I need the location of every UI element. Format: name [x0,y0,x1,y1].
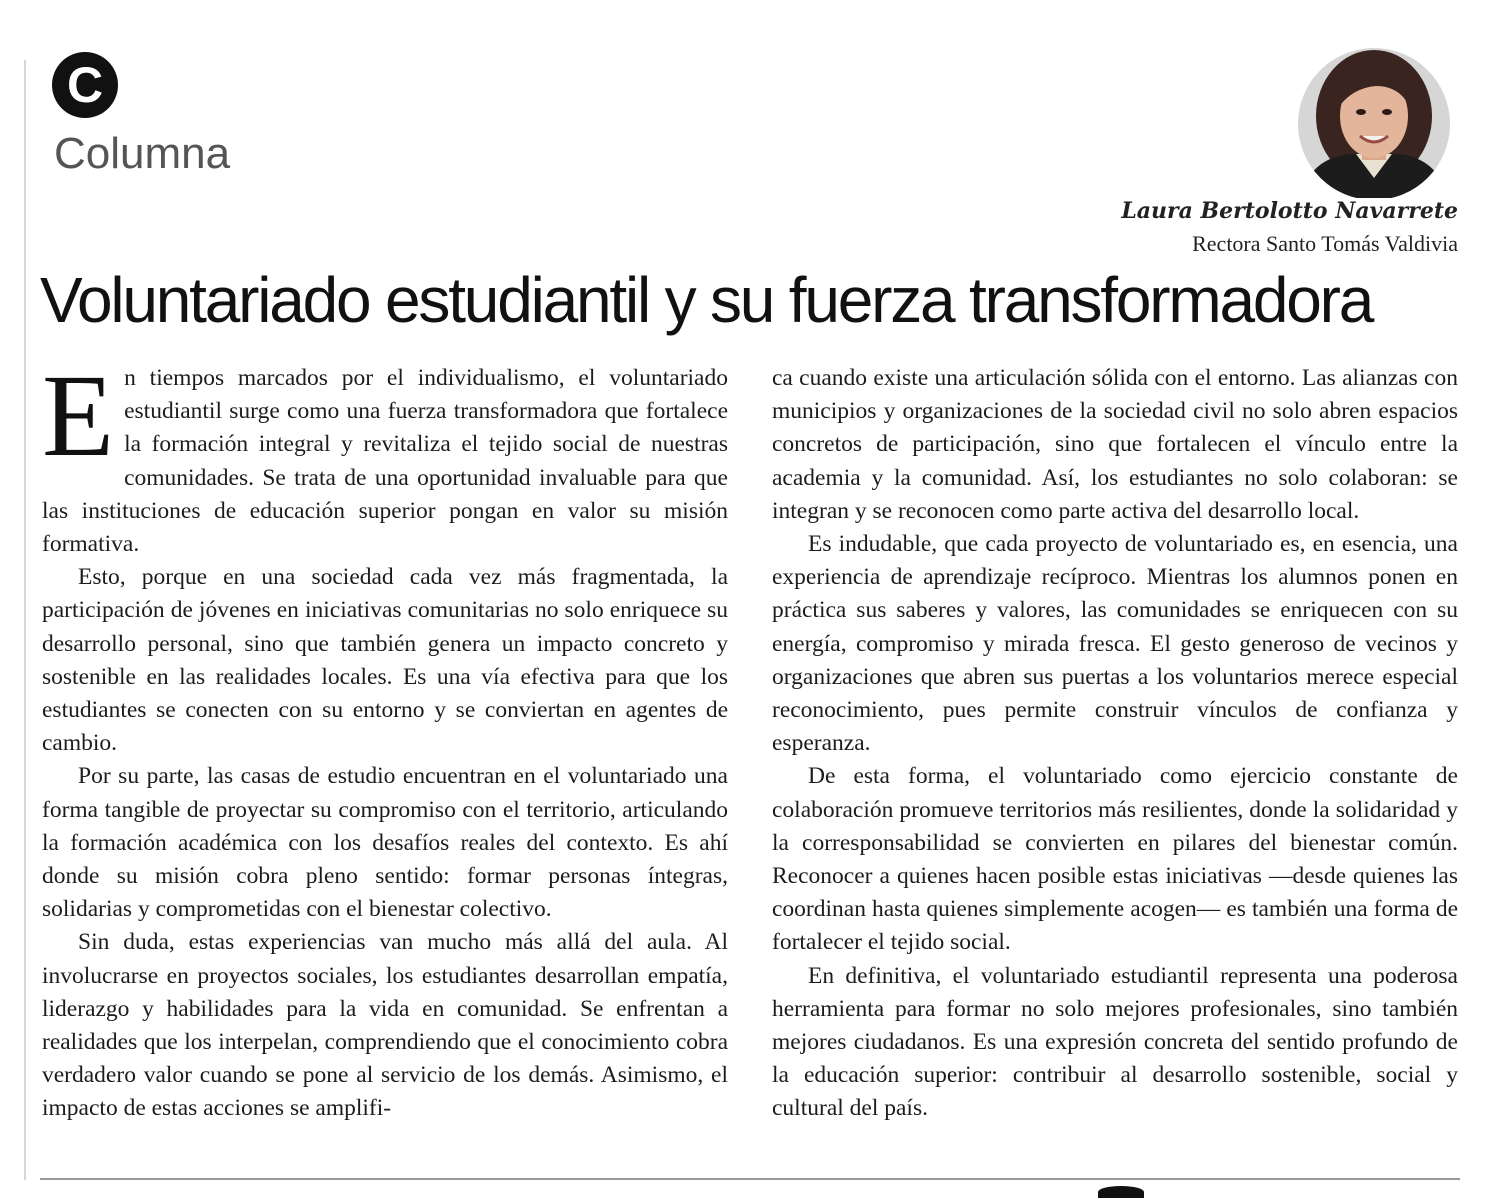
paragraph-text: n tiempos marcados por el individualismo, el voluntariado estudiantil surge como una fuerza transformadora que fortalece la formación integral y revitaliza el tejido social de nuestras comunidades. Se trata de una oportunidad invaluable para que las instituciones de educación superior pongan en valor su misión formativa. [42,365,728,558]
article-column-2 [772,362,1458,1126]
author-role: Rectora Santo Tomás Valdivia [1192,231,1458,256]
article-headline: Voluntariado estudiantil y su fuerza transformadora [40,264,1373,336]
section-badge-letter: C [66,57,104,113]
drop-cap: E [42,350,115,481]
article-paragraph [42,350,728,561]
article-paragraph: Sin duda, estas experiencias van mucho más allá del aula. Al involucrarse en proyectos sociales, los estudiantes desarrollan empatía, liderazgo y habilidades para la vida en comunidad. Se enfrentan a realidades que los interpelan, comprendiendo que el conocimiento cobra verdadero valor cuando se pone al servicio de los demás. Asimismo, el impacto de estas acciones se amplifi- [42,929,728,1122]
author-name: Laura Bertolotto Navarrete [1121,198,1458,224]
section-label: Columna [54,129,231,178]
bottom-divider [40,1178,1460,1180]
cropped-next-badge [1098,1186,1144,1198]
article-paragraph: En definitiva, el voluntariado estudiantil representa una poderosa herramienta para formar no solo mejores profesionales, sino también mejores ciudadanos. Es una expresión concreta del sentido profundo de la educación superior: contribuir al desarrollo sostenible, social y cultural del país. [772,962,1458,1122]
page-margin-rule [24,60,26,1180]
article-paragraph: Es indudable, que cada proyecto de voluntariado es, en esencia, una experiencia de aprendizaje recíproco. Mientras los alumnos ponen en práctica sus saberes y valores, las comunidades se enriquecen con su energía, compromiso y mirada fresca. El gesto generoso de vecinos y organizaciones que abren sus puertas a los voluntarios merece especial reconocimiento, pues permite construir vínculos de confianza y esperanza. [772,531,1458,757]
section-badge [52,52,118,118]
article-paragraph: Por su parte, las casas de estudio encuentran en el voluntariado una forma tangible de proyectar su compromiso con el territorio, articulando la formación académica con los desafíos reales del contexto. Es ahí donde su misión cobra pleno sentido: formar personas íntegras, solidarias y comprometidas con el bienestar colectivo. [42,763,728,923]
author-portrait-icon [1290,46,1458,198]
article-paragraph: De esta forma, el voluntariado como ejercicio constante de colaboración promueve territorios más resilientes, donde la solidaridad y la corresponsabilidad se convierten en pilares del bienestar común. Reconocer a quienes hacen posible estas iniciativas —desde quienes las coordinan hasta quienes simplemente acogen— es también una forma de fortalecer el tejido social. [772,763,1458,956]
article-paragraph: Esto, porque en una sociedad cada vez más fragmentada, la participación de jóvenes en iniciativas comunitarias no solo enriquece su desarrollo personal, sino que también genera un impacto concreto y sostenible en las realidades locales. Es una vía efectiva para que los estudiantes se conecten con su entorno y se conviertan en agentes de cambio. [42,564,728,757]
article-paragraph: ca cuando existe una articulación sólida con el entorno. Las alianzas con municipios y organizaciones de la sociedad civil no solo abren espacios concretos de participación, sino que fortalecen el vínculo entre la academia y la comunidad. Así, los estudiantes no solo colaboran: se integran y se reconocen como parte activa del desarrollo local. [772,365,1458,524]
article-column-1 [42,350,728,1126]
